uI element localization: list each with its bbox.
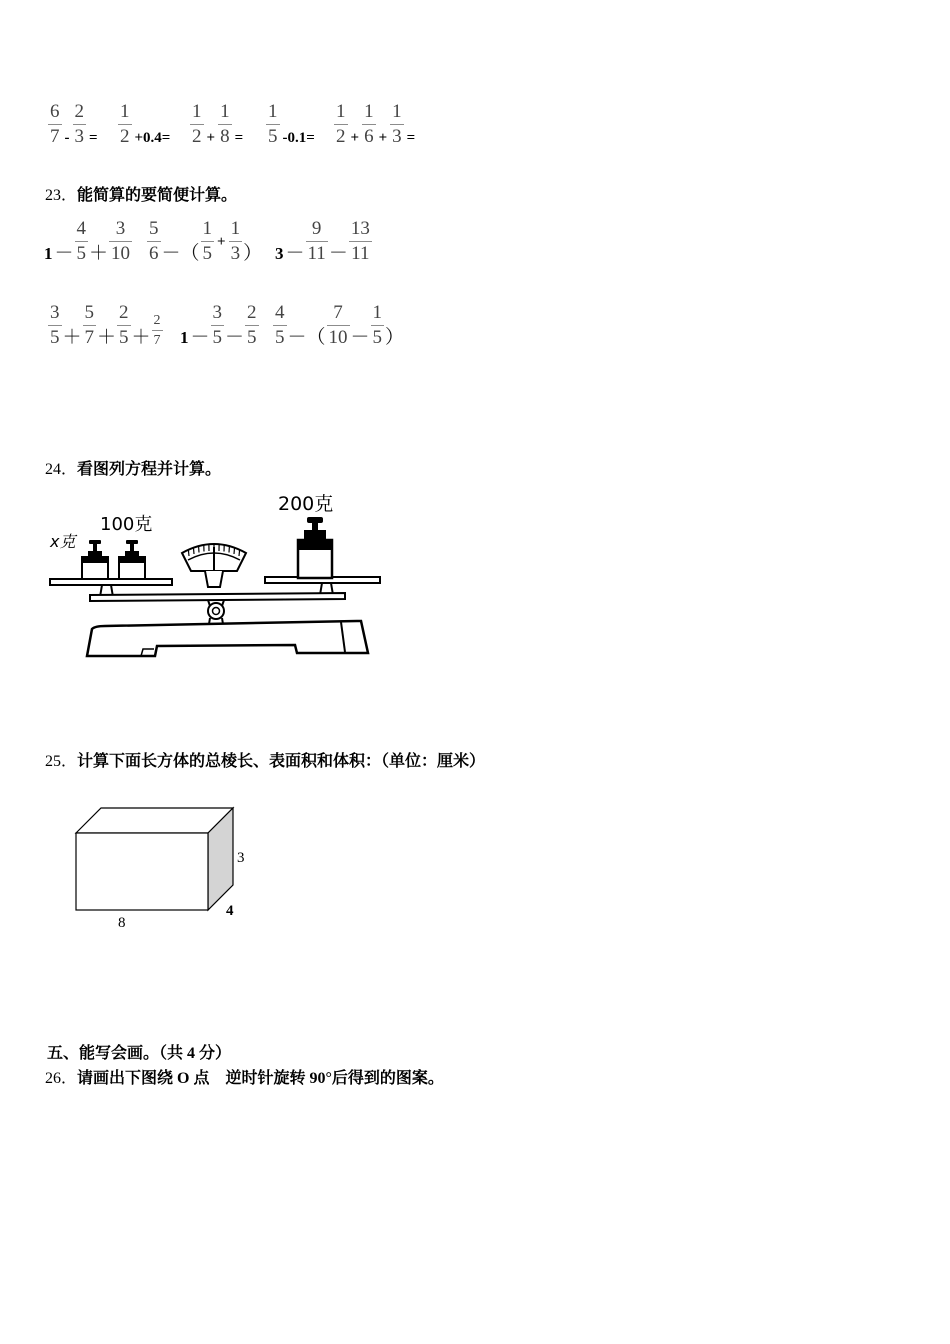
- calc-expression: [118, 100, 173, 149]
- unknown-weight-label: x克: [50, 532, 76, 551]
- scale-dial: [182, 544, 246, 587]
- operator: +: [378, 130, 388, 146]
- fraction: [147, 217, 161, 266]
- fraction: [229, 217, 243, 266]
- fraction: [152, 311, 163, 350]
- question-24-heading: [45, 461, 221, 479]
- fraction-denominator: 5: [275, 327, 285, 348]
- fraction-denominator: 3: [230, 243, 241, 264]
- fraction-numerator: 2: [247, 302, 257, 323]
- fraction-denominator: 5: [119, 327, 129, 348]
- fraction: [245, 301, 259, 350]
- operator: ＋: [62, 327, 82, 348]
- cuboid-figure: [70, 800, 255, 935]
- fraction-denominator: 7: [153, 333, 161, 348]
- fraction: [306, 217, 328, 266]
- fraction: [117, 301, 131, 350]
- question-number: 25．: [45, 753, 78, 770]
- fraction-numerator: 7: [333, 302, 343, 323]
- fraction-numerator: 9: [311, 218, 322, 239]
- scale-base: [87, 621, 368, 656]
- fraction-numerator: 1: [220, 101, 230, 122]
- height-label: 3: [237, 850, 245, 866]
- fraction: [349, 217, 372, 266]
- question-25-heading: [45, 753, 485, 771]
- operator: =: [89, 130, 98, 146]
- fraction: [201, 217, 215, 266]
- operator: -0.1=: [282, 130, 315, 146]
- fraction: [266, 100, 280, 149]
- operator: －: [54, 243, 74, 264]
- fraction-numerator: 1: [372, 302, 383, 323]
- simplify-expression: [147, 217, 263, 266]
- fraction-numerator: 1: [364, 101, 374, 122]
- fraction-denominator: 11: [351, 243, 370, 264]
- fraction-numerator: 2: [74, 101, 84, 122]
- calc-expression: [266, 100, 318, 149]
- operator: +: [206, 130, 216, 146]
- integer: 1: [44, 244, 53, 263]
- fraction: [75, 217, 89, 266]
- fraction-denominator: 8: [220, 126, 230, 147]
- fraction-denominator: 2: [336, 126, 346, 147]
- small-weight: [119, 540, 145, 579]
- fraction-denominator: 5: [202, 243, 213, 264]
- fraction-denominator: 2: [120, 126, 130, 147]
- cuboid-top-face: [76, 808, 233, 833]
- fraction-numerator: 1: [230, 218, 241, 239]
- section-five-title: 五、能写会画。（共 4 分）: [47, 1045, 232, 1062]
- cuboid-front-face: [76, 833, 208, 910]
- simplify-expression: [44, 217, 132, 266]
- operator: -: [64, 130, 70, 146]
- fraction-denominator: 11: [307, 243, 326, 264]
- operator: ＋: [131, 327, 151, 348]
- simplify-expression: [180, 301, 259, 350]
- operator: ＋: [97, 327, 117, 348]
- fraction-numerator: 6: [50, 101, 60, 122]
- operator: ）: [385, 327, 405, 348]
- fraction-numerator: 1: [202, 218, 213, 239]
- operator: －（: [287, 327, 326, 348]
- operator: －: [350, 327, 370, 348]
- fraction-denominator: 10: [111, 243, 131, 264]
- question-26-heading: [45, 1070, 444, 1088]
- fraction-denominator: 10: [328, 327, 348, 348]
- simplify-expression: [273, 301, 405, 350]
- balance-scale-figure: [45, 485, 390, 665]
- calc-expression: [48, 100, 101, 149]
- fraction-numerator: 1: [192, 101, 202, 122]
- fraction: [218, 100, 232, 149]
- fraction: [190, 100, 204, 149]
- operator: ＋: [89, 243, 109, 264]
- fraction-denominator: 6: [364, 126, 374, 147]
- fraction-denominator: 5: [268, 126, 278, 147]
- operator: ）: [243, 243, 263, 264]
- operator: =: [406, 130, 416, 146]
- calc-expression: [334, 100, 418, 149]
- operator: －: [190, 327, 210, 348]
- fraction: [371, 301, 385, 350]
- fraction-denominator: 3: [392, 126, 402, 147]
- fraction-denominator: 5: [212, 327, 223, 348]
- fraction-numerator: 13: [350, 218, 370, 239]
- fraction: [109, 217, 132, 266]
- fraction-denominator: 5: [372, 327, 383, 348]
- fraction-denominator: 5: [50, 327, 60, 348]
- fraction: [118, 100, 132, 149]
- length-label: 8: [118, 915, 126, 931]
- fraction: [334, 100, 348, 149]
- scale-beam: [90, 593, 345, 601]
- fraction-numerator: 1: [392, 101, 402, 122]
- question-number: 23．: [45, 187, 78, 204]
- operator: －: [285, 243, 305, 264]
- fraction: [390, 100, 404, 149]
- fraction: [273, 301, 287, 350]
- question-23-heading: [45, 187, 237, 205]
- fraction-numerator: 4: [275, 302, 285, 323]
- depth-label: 4: [226, 903, 234, 919]
- integer: 1: [180, 328, 189, 347]
- fraction-numerator: 4: [76, 218, 87, 239]
- operator: =: [234, 130, 244, 146]
- integer: 3: [275, 244, 284, 263]
- operator: －（: [161, 243, 200, 264]
- operator: +: [350, 130, 360, 146]
- fraction-numerator: 3: [50, 302, 60, 323]
- fraction-numerator: 1: [120, 101, 130, 122]
- large-weight-label: 200克: [278, 493, 334, 515]
- fraction-denominator: 5: [76, 243, 87, 264]
- question-prompt: 请画出下图绕 O 点 逆时针旋转 90°后得到的图案。: [77, 1070, 444, 1087]
- fraction: [48, 100, 62, 149]
- question-prompt: 能简算的要简便计算。: [77, 187, 238, 204]
- operator: －: [225, 327, 245, 348]
- question-prompt: 计算下面长方体的总棱长、表面积和体积：（单位：厘米）: [77, 753, 486, 770]
- fraction-numerator: 3: [212, 302, 223, 323]
- fraction-numerator: 1: [336, 101, 346, 122]
- question-number: 26．: [45, 1070, 78, 1087]
- fraction: [211, 301, 225, 350]
- fraction-numerator: 3: [115, 218, 126, 239]
- operator: －: [328, 243, 348, 264]
- fraction: [362, 100, 376, 149]
- fraction-denominator: 7: [84, 327, 95, 348]
- fraction: [83, 301, 97, 350]
- question-prompt: 看图列方程并计算。: [77, 461, 222, 478]
- fraction-denominator: 6: [149, 243, 159, 264]
- simplify-expression: [48, 301, 163, 350]
- question-number: 24．: [45, 461, 78, 478]
- fraction-numerator: 2: [153, 313, 161, 328]
- fraction-denominator: 5: [247, 327, 257, 348]
- operator: +: [217, 233, 226, 250]
- fraction-denominator: 2: [192, 126, 202, 147]
- calc-expression: [190, 100, 246, 149]
- fraction-denominator: 3: [74, 126, 84, 147]
- unknown-weight: [82, 540, 108, 579]
- fraction-denominator: 7: [50, 126, 60, 147]
- small-weight-label: 100克: [100, 514, 153, 535]
- operator: +0.4=: [134, 130, 171, 146]
- fraction: [73, 100, 87, 149]
- fraction: [327, 301, 350, 350]
- fraction-numerator: 1: [268, 101, 278, 122]
- fraction-numerator: 5: [84, 302, 95, 323]
- fraction-numerator: 5: [149, 218, 159, 239]
- large-weight: [298, 517, 332, 578]
- simplify-expression: [275, 217, 372, 266]
- fraction-numerator: 2: [119, 302, 129, 323]
- fraction: [48, 301, 62, 350]
